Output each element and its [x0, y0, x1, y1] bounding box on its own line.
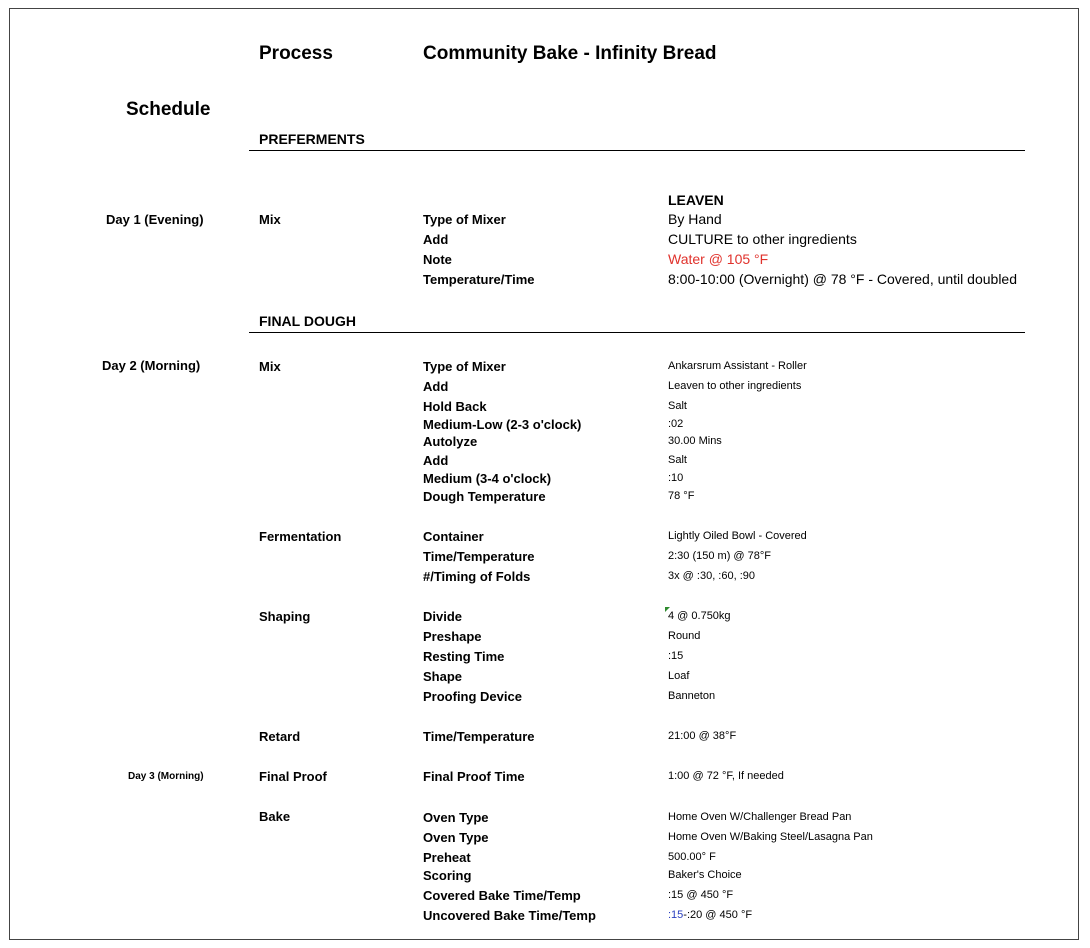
row-value: 21:00 @ 38°F — [668, 730, 737, 742]
row-value: Salt — [668, 454, 687, 466]
stage-label-retard: Retard — [259, 729, 301, 744]
row-value: 78 °F — [668, 490, 695, 502]
row-value: :10 — [668, 472, 684, 484]
row-label: Uncovered Bake Time/Temp — [423, 908, 596, 923]
row-label: Autolyze — [423, 434, 478, 449]
leaven-column-title: LEAVEN — [668, 192, 724, 208]
row-label: Type of Mixer — [423, 359, 506, 374]
row-label: Resting Time — [423, 649, 505, 664]
row-label: Add — [423, 232, 449, 247]
row-value: 2:30 (150 m) @ 78°F — [668, 550, 771, 562]
row-value: Home Oven W/Challenger Bread Pan — [668, 811, 852, 823]
row-label: Note — [423, 252, 452, 267]
stage-label-shaping: Shaping — [259, 609, 311, 624]
row-label: Proofing Device — [423, 689, 522, 704]
row-label: Add — [423, 379, 449, 394]
row-value: CULTURE to other ingredients — [668, 231, 857, 247]
row-label: Divide — [423, 609, 463, 624]
row-label: Covered Bake Time/Temp — [423, 888, 581, 903]
page-title: Community Bake - Infinity Bread — [423, 43, 717, 64]
row-label: Time/Temperature — [423, 729, 535, 744]
row-value: Leaven to other ingredients — [668, 380, 802, 392]
row-label: Container — [423, 529, 484, 544]
row-value: 500.00° F — [668, 851, 716, 863]
row-value: Salt — [668, 400, 687, 412]
row-value: :02 — [668, 418, 684, 430]
day-label: Day 1 (Evening) — [106, 212, 204, 227]
section-divider — [249, 150, 1025, 151]
stage-label-bake: Bake — [259, 809, 291, 824]
row-value: Round — [668, 630, 701, 642]
row-value: 4 @ 0.750kg — [668, 610, 731, 622]
row-value: Home Oven W/Baking Steel/Lasagna Pan — [668, 831, 873, 843]
row-label: Temperature/Time — [423, 272, 535, 287]
note-value: Water @ 105 °F — [668, 251, 769, 267]
stage-label-mix: Mix — [259, 359, 281, 374]
row-value: 1:00 @ 72 °F, If needed — [668, 770, 784, 782]
row-value: Loaf — [668, 670, 690, 682]
stage-label-fermentation: Fermentation — [259, 529, 342, 544]
row-value-rest: -:20 @ 450 °F — [683, 909, 753, 921]
row-label: Hold Back — [423, 399, 487, 414]
row-label: Add — [423, 453, 449, 468]
row-value: Banneton — [668, 690, 716, 702]
row-label: Scoring — [423, 868, 472, 883]
row-label: Oven Type — [423, 810, 489, 825]
row-label: Time/Temperature — [423, 549, 535, 564]
row-value: By Hand — [668, 211, 722, 227]
row-value: 30.00 Mins — [668, 435, 722, 447]
section-divider — [249, 332, 1025, 333]
row-label: Medium (3-4 o'clock) — [423, 471, 552, 486]
section-title-preferments: PREFERMENTS — [259, 131, 365, 147]
schedule-label: Schedule — [126, 99, 211, 120]
process-label: Process — [259, 43, 333, 64]
row-label: Dough Temperature — [423, 489, 546, 504]
day-label: Day 3 (Morning) — [128, 771, 204, 782]
stage-label-mix: Mix — [259, 212, 281, 227]
row-label: Final Proof Time — [423, 769, 525, 784]
row-label: Preshape — [423, 629, 482, 644]
row-label: Oven Type — [423, 830, 489, 845]
row-label: Type of Mixer — [423, 212, 506, 227]
highlighted-value: :15 — [668, 909, 684, 921]
row-label: Preheat — [423, 850, 471, 865]
row-value: Baker's Choice — [668, 869, 742, 881]
row-label: Medium-Low (2-3 o'clock) — [423, 417, 582, 432]
row-label: Shape — [423, 669, 463, 684]
row-value: 3x @ :30, :60, :90 — [668, 570, 755, 582]
row-value — [668, 910, 752, 921]
row-value: :15 @ 450 °F — [668, 889, 734, 901]
day-label: Day 2 (Morning) — [102, 358, 201, 373]
row-value: :15 — [668, 650, 684, 662]
section-title-final-dough: FINAL DOUGH — [259, 313, 356, 329]
stage-label-final-proof: Final Proof — [259, 769, 327, 784]
row-value: Ankarsrum Assistant - Roller — [668, 360, 807, 372]
row-value: Lightly Oiled Bowl - Covered — [668, 530, 807, 542]
row-label: #/Timing of Folds — [423, 569, 531, 584]
row-value: 8:00-10:00 (Overnight) @ 78 °F - Covered, until doubled — [668, 271, 1017, 287]
